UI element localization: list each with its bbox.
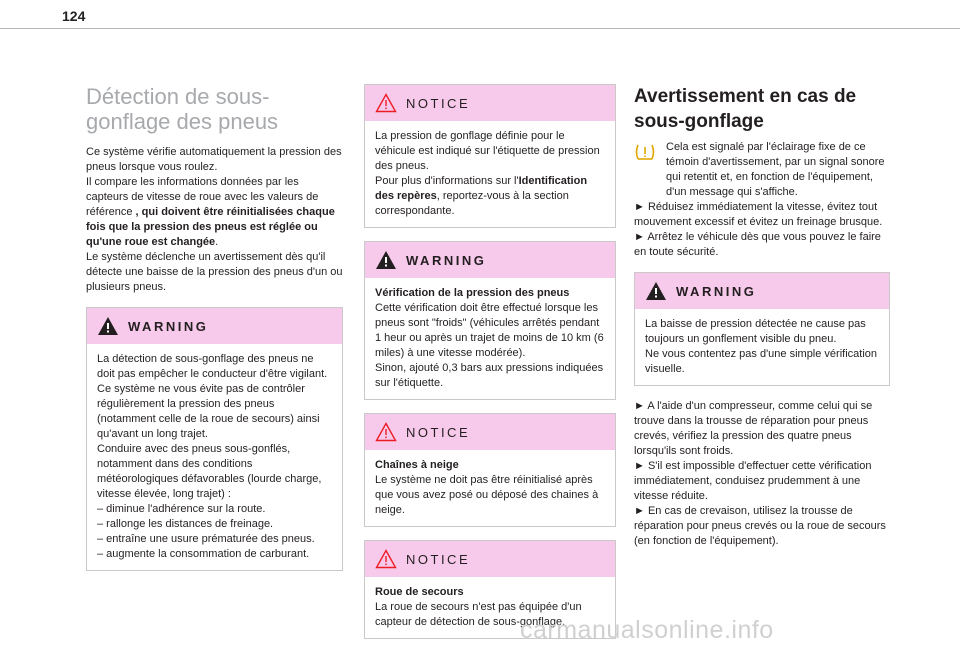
notice-heading <box>375 458 605 473</box>
tyre-pressure-warning-icon <box>634 142 656 162</box>
warning-triangle-outline-icon <box>375 93 397 113</box>
warning-triangle-filled-icon <box>97 316 119 336</box>
warning-line: – diminue l'adhérence sur la route. <box>97 503 266 515</box>
warning-triangle-filled-icon <box>645 281 667 301</box>
warning-line: – rallonge les distances de freinage. <box>97 518 274 530</box>
warning-label: WARNING <box>676 283 757 299</box>
bullet-item: ► Réduisez immédiatement la vitesse, évitez tout mouvement excessif et évitez un freinage brusque. <box>634 201 883 228</box>
bullet-item: ► S'il est impossible d'effectuer cette vérification immédiatement, conduisez prudemment à une vitesse réduite. <box>634 460 872 502</box>
notice-body <box>365 450 615 526</box>
warning-heading-text: Vérification de la pression des pneus <box>375 287 570 299</box>
warning-triangle-outline-icon <box>375 422 397 442</box>
notice-heading-text: Chaînes à neige <box>375 459 459 471</box>
notice-text: La pression de gonflage définie pour le véhicule est indiqué sur l'étiquette de pression des pneus. <box>375 130 600 172</box>
notice-header <box>365 414 615 450</box>
warning-line: La détection de sous-gonflage des pneus ne doit pas empêcher le conducteur d'être vigilant. <box>97 353 328 380</box>
notice-body <box>365 121 615 227</box>
warning-line: Ce système ne vous évite pas de contrôler régulièrement la pression des pneus (notamment celle de la roue de secours) ainsi qu'avant un long trajet. <box>97 383 320 440</box>
section-title-underinflation <box>634 84 890 134</box>
section-title-detection <box>86 84 343 134</box>
top-divider <box>0 28 960 29</box>
title-line-2: gonflage des pneus <box>86 109 279 134</box>
notice-heading-text: Roue de secours <box>375 586 464 598</box>
warning-box <box>86 307 343 571</box>
notice-header <box>365 85 615 121</box>
warning-line: – entraîne une usure prématurée des pneus. <box>97 533 315 545</box>
notice-text-part: Pour plus d'informations sur l' <box>375 175 519 187</box>
notice-box-chains <box>364 413 616 527</box>
warning-header <box>87 308 342 344</box>
notice-label: NOTICE <box>406 95 471 111</box>
warning-text: Sinon, ajouté 0,3 bars aux pressions indiquées sur l'étiquette. <box>375 362 604 389</box>
warning-body <box>635 309 889 385</box>
warning-box-check <box>364 241 616 400</box>
bullet-item: ► En cas de crevaison, utilisez la trousse de réparation pour pneus crevés ou la roue de secours (en fonction de l'équipement). <box>634 505 886 547</box>
notice-text-bold: Identification des repères <box>375 175 588 202</box>
warning-triangle-outline-icon <box>375 549 397 569</box>
warning-heading <box>375 286 605 301</box>
warning-body <box>365 278 615 399</box>
column-left <box>86 84 343 584</box>
column-right <box>634 84 890 549</box>
notice-text-part: , reportez-vous à la section correspondante. <box>375 190 569 217</box>
notice-heading <box>375 585 605 600</box>
warning-header <box>365 242 615 278</box>
warning-line: – augmente la consommation de carburant. <box>97 548 310 560</box>
bullet-item: ► A l'aide d'un compresseur, comme celui qui se trouve dans la trousse de réparation pour pneus crevés, vérifiez la pression des quatre pneus lorsqu'ils sont froids. <box>634 400 873 457</box>
page-number: 124 <box>62 8 86 24</box>
intro-sentence: Ce système vérifie automatiquement la pression des pneus lorsque vous roulez. <box>86 146 342 173</box>
warning-line: Conduire avec des pneus sous-gonflés, notamment dans des conditions météorologiques défavorables (lourde charge, vitesse élevée, long trajet) : <box>97 443 322 500</box>
notice-header <box>365 541 615 577</box>
indicator-paragraph <box>634 140 890 200</box>
title-line-1: Avertissement en cas de <box>634 86 857 107</box>
warning-text: La baisse de pression détectée ne cause pas toujours un gonflement visible du pneu. <box>645 318 866 345</box>
intro-sentence: Le système déclenche un avertissement dès qu'il détecte une baisse de la pression des pneus d'un ou plusieurs pneus. <box>86 251 343 293</box>
bullet-item: ► Arrêtez le véhicule dès que vous pouvez le faire en toute sécurité. <box>634 231 881 258</box>
intro-paragraph <box>86 145 343 295</box>
intro-bold: , qui doivent être réinitialisées chaque fois que la pression des pneus est réglée ou qu'une roue est changée <box>86 206 335 248</box>
notice-box-pressure <box>364 84 616 228</box>
warning-box-visual <box>634 272 890 386</box>
warning-text: Cette vérification doit être effectué lorsque les pneus sont "froids" (véhicules arrêtés pendant 1 heur ou après un trajet de moins de 10 km (6 miles) à une vitesse modérée). <box>375 302 604 359</box>
warning-label: WARNING <box>128 318 209 334</box>
warning-triangle-filled-icon <box>375 250 397 270</box>
indicator-text: Cela est signalé par l'éclairage fixe de ce témoin d'avertissement, par un signal sonore qui retentit et, en fonction de l'équipement, d'un message qui s'affiche. <box>666 141 885 198</box>
warning-header <box>635 273 889 309</box>
notice-label: NOTICE <box>406 551 471 567</box>
title-line-2: sous-gonflage <box>634 111 764 132</box>
notice-label: NOTICE <box>406 424 471 440</box>
warning-text: Ne vous contentez pas d'une simple vérification visuelle. <box>645 348 878 375</box>
intro-sentence: Il compare les informations données par les capteurs de vitesse de roue avec les valeurs de référence <box>86 176 319 218</box>
intro-sentence: . <box>215 236 219 248</box>
watermark: carmanualsonline.info <box>520 616 774 644</box>
column-middle <box>364 84 616 652</box>
warning-label: WARNING <box>406 252 487 268</box>
notice-text: Le système ne doit pas être réinitialisé après que vous avez posé ou déposé des chaines à neige. <box>375 474 599 516</box>
title-line-1: Détection de sous- <box>86 84 270 109</box>
notice-text: La roue de secours n'est pas équipée d'un capteur de détection de sous-gonflage. <box>375 601 582 628</box>
notice-text <box>375 174 605 219</box>
warning-body <box>87 344 342 570</box>
